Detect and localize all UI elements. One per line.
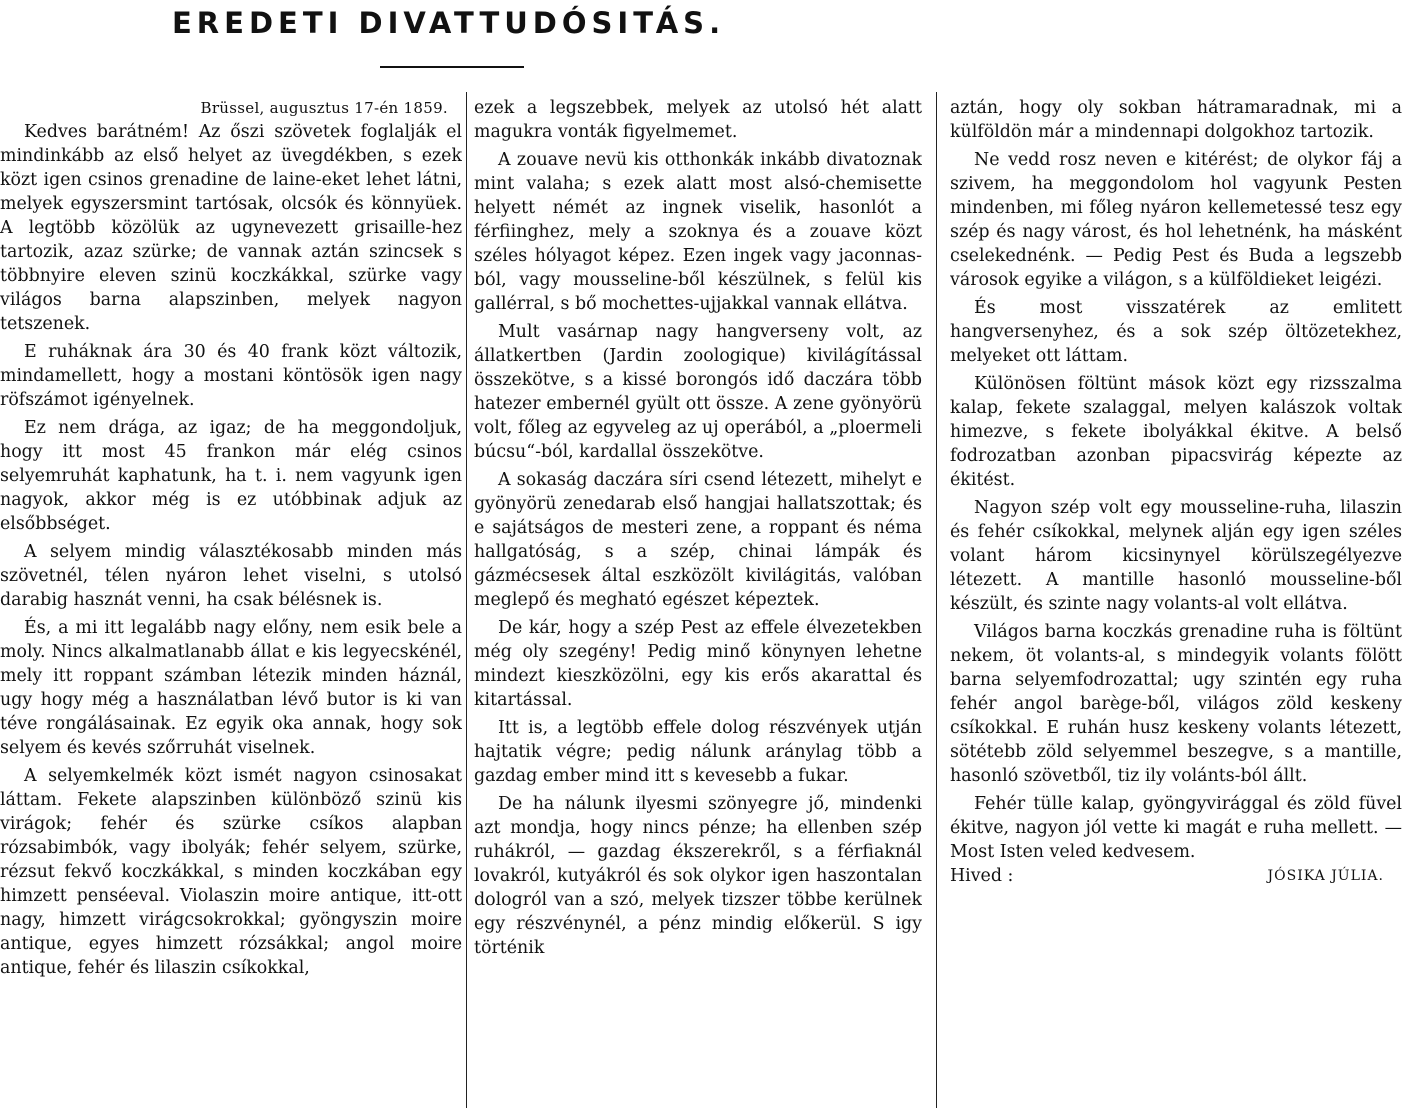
paragraph: Nagyon szép volt egy mousseline-ruha, lilaszin és fehér csíkokkal, melynek alján egy igen széles volant három kicsinynyel körülszegélyezve létezett. A mantille hasonló mousseline-ből készült, és szinte nagy volants-al volt ellátva. — [950, 498, 1402, 614]
paragraph: aztán, hogy oly sokban hátramaradnak, mi a külföldön már a mindennapi dolgokhoz tartozik. — [950, 98, 1402, 142]
paragraph: A selyemkelmék közt ismét nagyon csinosakat láttam. Fekete alapszinben különböző szinü kis virágok; fehér és szürke csíkos alapban rózsabimbók, vagy ibolyák; fehér selyem, szürke, rézsut fekvő koczkákkal, s minden koczkában egy himzett penséeval. Violaszin moire antique, itt-ott nagy, himzett virágcsokrokkal; gyöngyszin moire antique, egyes himzett rózsákkal; angol moire antique, fehér és lilaszin csíkokkal, — [0, 766, 462, 978]
title-divider — [380, 66, 524, 68]
paragraph: A sokaság daczára síri csend létezett, mihelyt e gyönyörü zenedarab első hangjai hallatszottak; és e sajátságos de mesteri zene, a roppant és néma hallgatóság, s a szép, chinai lámpák és gázmécsesek által eszközölt kivilágitás, valóban meglepő és megható egészet képeztek. — [474, 470, 922, 610]
paragraph: A zouave nevü kis otthonkák inkább divatoznak mint valaha; s ezek alatt most alsó-chemisette helyett némét az ingnek viselik, hasonlót a férfiinghez, mely a szoknya és a zouave közt széles hólyagot képez. Ezen ingek vagy jaconnas-ból, vagy mousseline-ből készülnek, s felül kis gallérral, s bő mochettes-ujjakkal vannak ellátva. — [474, 150, 922, 314]
paragraph: És, a mi itt legalább nagy előny, nem esik bele a moly. Nincs alkalmatlanabb állat e kis legyecskénél, mely itt roppant számban létezik minden háznál, ugy hogy még a használatban lévő butor is ki van téve rongálásainak. Ez egyik oka annak, hogy sok selyem és kevés szőrruhát viselnek. — [0, 618, 462, 758]
paragraph: Ne vedd rosz neven e kitérést; de olykor fáj a szivem, ha meggondolom hol vagyunk Pesten mindenben, mi főleg nyáron kellemetessé tesz egy szép és nagy várost, és hol lehetnénk, ha másként cselekednénk. — Pedig Pest és Buda a legszebb városok egyike a világon, s a külföldieket leigézi. — [950, 150, 1402, 290]
column-3 — [950, 96, 1402, 1108]
paragraph: De kár, hogy a szép Pest az effele élvezetekben még oly szegény! Pedig minő könynyen lehetne mindezt kieszközölni, egy kis erős akarattal és kitartással. — [474, 618, 922, 710]
author-signature: JÓSIKA JÚLIA. — [1267, 868, 1384, 884]
paragraph: De ha nálunk ilyesmi szönyegre jő, mindenki azt mondja, hogy nincs pénze; ha ellenben szép ruhákról, — gazdag ékszerekről, s a férfiaknál lovakról, kutyákról és sok olykor igen haszontalan dologról van a szó, melyek tizszer többe kerülnek egy részvénynél, a pénz mindig előkerül. S igy történik — [474, 794, 922, 958]
column-divider-left — [466, 92, 467, 1108]
column-2 — [474, 96, 922, 1108]
paragraph: És most visszatérek az emlitett hangversenyhez, és a sok szép öltözetekhez, melyeket ott láttam. — [950, 298, 1402, 366]
paragraph: A selyem mindig választékosabb minden más szövetnél, télen nyáron lehet viselni, s utolsó darabig hasznát venni, ha csak bélésnek is. — [0, 542, 462, 610]
paragraph: Mult vasárnap nagy hangverseny volt, az állatkertben (Jardin zoologique) kivilágítással összekötve, s a kissé borongós idő daczára több hatezer embernél gyült ott össze. A zene gyönyörü volt, főleg az egyveleg az uj operából, a „ploermeli búcsu“-ból, kardallal összekötve. — [474, 322, 922, 462]
article-title: EREDETI DIVATTUDÓSITÁS. — [172, 6, 726, 40]
column-divider-right — [936, 92, 937, 1108]
paragraph: Ez nem drága, az igaz; de ha meggondoljuk, hogy itt most 45 frankon már elég csinos selyemruhát kaphatunk, ha t. i. nem vagyunk igen nagyok, akkor még is ez utóbbinak adjuk az elsőbbséget. — [0, 418, 462, 534]
dateline: Brüssel, augusztus 17-én 1859. — [200, 99, 448, 117]
paragraph: E ruháknak ára 30 és 40 frank közt változik, mindamellett, hogy a mostani köntösök igen nagy röfszámot igényelnek. — [0, 342, 462, 410]
paragraph: Itt is, a legtöbb effele dolog részvények utján hajtatik végre; pedig nálunk aránylag több a gazdag ember mind itt s kevesebb a fukar. — [474, 718, 922, 786]
paragraph: Világos barna koczkás grenadine ruha is föltünt nekem, öt volants-al, s mindegyik volants fölött barna selyemfodrozattal; ugy szintén egy ruha fehér angol barège-ből, világos zöld keskeny csíkokkal. E ruhán husz keskeny volants létezett, sötétebb zöld selyemmel beszegve, s a mantille, hasonló szövetből, tiz ily volánts-ból állt. — [950, 622, 1402, 786]
paragraph: Különösen föltünt mások közt egy rizsszalma kalap, fekete szalaggal, melyen kalászok voltak himezve, s fekete ibolyákkal ékitve. A belső fodrozatban azonban pipacsvirág képezte az ékitést. — [950, 374, 1402, 490]
paragraph: ezek a legszebbek, melyek az utolsó hét alatt magukra vonták figyelmemet. — [474, 98, 922, 142]
closing-line — [950, 864, 1402, 888]
paragraph: Fehér tülle kalap, gyöngyvirággal és zöld füvel ékitve, nagyon jól vette ki magát e ruha mellett. — Most Isten veled kedvesem. — [950, 794, 1402, 862]
closing-word: Hived : — [950, 866, 1014, 886]
column-1 — [0, 96, 462, 1108]
paragraph: Kedves barátném! Az őszi szövetek foglalják el mindinkább az első helyet az üvegdékben, s ezek közt igen csinos grenadine de laine-eket lehet látni, melyek egyszersmint tartósak, olcsók és könnyüek. A legtöbb közölük az ugynevezett grisaille-hez tartozik, azaz szürke; de vannak aztán szincsek s többnyire eleven szinü koczkákkal, szürke vagy világos barna alapszinben, melyek nagyon tetszenek. — [0, 122, 462, 334]
